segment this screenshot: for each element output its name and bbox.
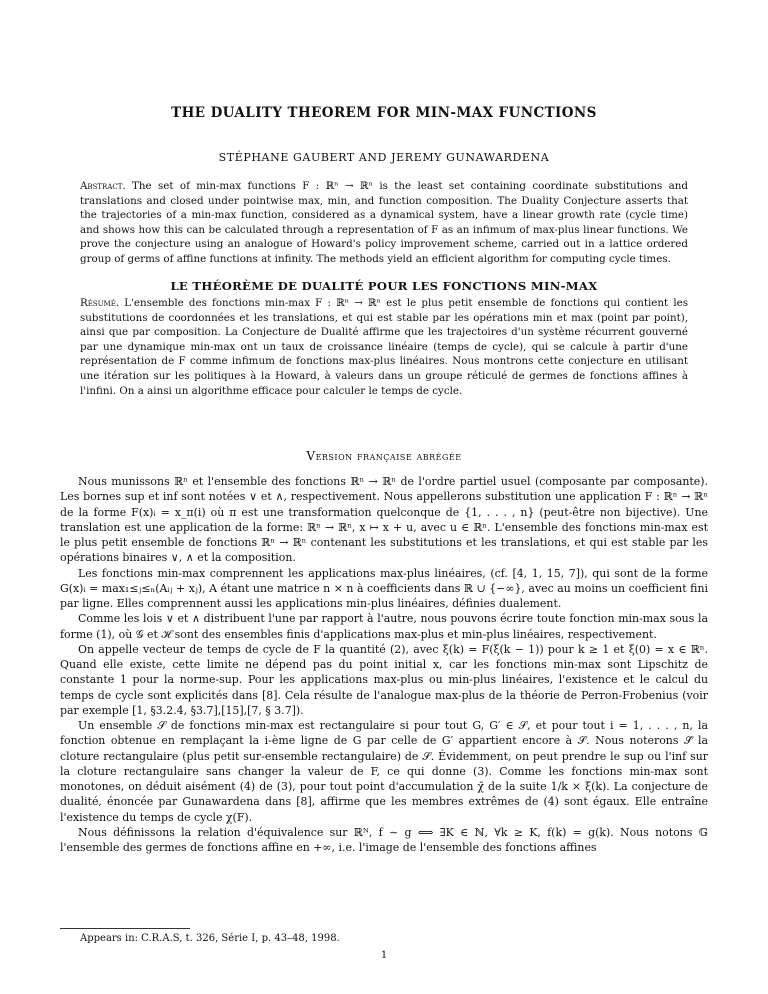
paragraph: Nous définissons la relation d'équivalence sur ℝᴺ, f ∼ g ⟺ ∃K ∈ ℕ, ∀k ≥ K, f(k) = g(k). Nous notons 𝔾 l'ensemble des germes de fonctions affine en +∞, i.e. l'image de l'ensemble des fonctions affines: [60, 825, 708, 854]
authors: STÉPHANE GAUBERT AND JEREMY GUNAWARDENA: [218, 151, 550, 164]
footnote: Appears in: C.R.A.S, t. 326, Série I, p. 43–48, 1998.: [80, 933, 340, 944]
section-heading: Version française abrégée: [306, 449, 462, 463]
paragraph: Les fonctions min-max comprennent les applications max-plus linéaires, (cf. [4, 1, 15, 7]), qui sont de la forme G(x)ᵢ = max₁≤ⱼ≤ₙ(Aᵢⱼ + xⱼ), A étant une matrice n × n à coefficients dans ℝ ∪ {−∞}, avec au moins un coefficient fini par ligne. Elles comprennent aussi les applications min-plus linéaires, définies dualement.: [60, 566, 708, 610]
page-number: 1: [380, 950, 388, 961]
paragraph: Un ensemble 𝒮 de fonctions min-max est rectangulaire si pour tout G, G′ ∈ 𝒮, et pour tout i = 1, . . . , n, la fonction obtenue en remplaçant la i-ème ligne de G par celle de G′ appartient encore à 𝒮. Nous noterons 𝒮̄ la cloture rectangulaire (plus petit sur-ensemble rectangulaire) de 𝒮. Évidemment, on peut prendre le sup ou l'inf sur la cloture rectangulaire sans changer la valeur de F, ce qui donne (3). Comme les fonctions min-max sont monotones, on déduit aisément (4) de (3), pour tout point d'accumulation χ̄ de la suite 1/k × ξ(k). La conjecture de dualité, énoncée par Gunawardena dans [8], affirme que les membres extrêmes de (4) sont égaux. Elle entraîne l'existence du temps de cycle χ(F).: [60, 719, 708, 824]
abstract-text: The set of min-max functions F : ℝⁿ → ℝⁿ is the least set containing coordinate substitutions and translations and closed under pointwise max, min, and function composition. The Duality Conjecture asserts that the trajectories of a min-max function, considered as a dynamical system, have a linear growth rate (cycle time) and shows how this can be calculated through a representation of F as an infimum of max-plus linear functions. We prove the conjecture using an analogue of Howard's policy improvement scheme, carried out in a lattice ordered group of germs of affine functions at infinity. The methods yield an efficient algorithm for computing cycle times.: [80, 180, 688, 265]
abstract: [80, 179, 688, 267]
paragraph: On appelle vecteur de temps de cycle de F la quantité (2), avec ξ(k) = F(ξ(k − 1)) pour k ≥ 1 et ξ(0) = x ∈ ℝⁿ. Quand elle existe, cette limite ne dépend pas du point initial x, car les fonctions min-max sont Lipschitz de constante 1 pour la norme-sup. Pour les applications max-plus ou min-plus linéaires, l'existence et le calcul du temps de cycle sont explicités dans [8]. Cela résulte de l'analogue max-plus de la théorie de Perron-Frobenius (voir par exemple [1, §3.2.4, §3.7],[15],[7, § 3.7]).: [60, 642, 708, 717]
resume: [80, 296, 688, 398]
paper-title: THE DUALITY THEOREM FOR MIN-MAX FUNCTIONS: [171, 105, 597, 121]
footnote-rule: [60, 928, 190, 929]
paragraph: Comme les lois ∨ et ∧ distribuent l'une par rapport à l'autre, nous pouvons écrire toute fonction min-max sous la forme (1), où 𝒢 et ℋ sont des ensembles finis d'applications max-plus et min-plus linéaires, respectivement.: [60, 612, 708, 641]
resume-label: Résumé.: [80, 297, 120, 309]
resume-text: L'ensemble des fonctions min-max F : ℝⁿ → ℝⁿ est le plus petit ensemble de fonctions qui contient les substitutions de coordonnées et les translations, et qui est stable par les opérations min et max (point par point), ainsi que par composition. La Conjecture de Dualité affirme que les trajectoires d'un système récurrent gouverné par une dynamique min-max ont un taux de croissance linéaire (temps de cycle), qui se calcule à partir d'une représentation de F comme infimum de fonctions max-plus linéaires. Nous montrons cette conjecture en utilisant une itération sur les politiques à la Howard, à valeurs dans un groupe réticulé de germes de fonctions affines à l'infini. On a ainsi un algorithme efficace pour calculer le temps de cycle.: [80, 297, 688, 397]
body-text: [60, 474, 708, 855]
paragraph: Nous munissons ℝⁿ et l'ensemble des fonctions ℝⁿ → ℝⁿ de l'ordre partiel usuel (composante par composante). Les bornes sup et inf sont notées ∨ et ∧, respectivement. Nous appellerons substitution une application F : ℝⁿ → ℝⁿ de la forme F(x)ᵢ = x_π(i) où π est une transformation quelconque de {1, . . . , n} (peut-être non bijective). Une translation est une application de la forme: ℝⁿ → ℝⁿ, x ↦ x + u, avec u ∈ ℝⁿ. L'ensemble des fonctions min-max est le plus petit ensemble de fonctions ℝⁿ → ℝⁿ contenant les substitutions et les translations, et qui est stable par les opérations binaires ∨, ∧ et la composition.: [60, 475, 708, 565]
abstract-label: Abstract.: [80, 180, 126, 192]
french-title: LE THÉORÈME DE DUALITÉ POUR LES FONCTIONS MIN-MAX: [170, 279, 598, 293]
